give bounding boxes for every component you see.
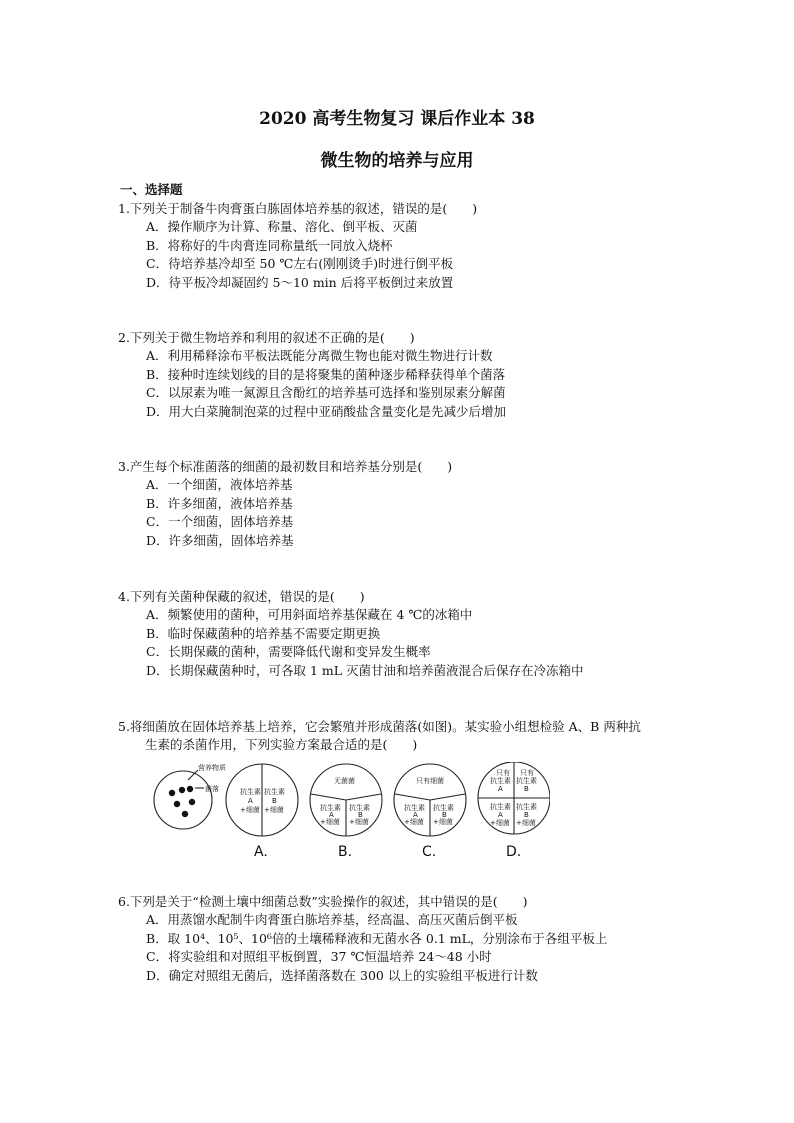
option-a: A．用蒸馏水配制牛肉膏蛋白胨培养基，经高温、高压灭菌后倒平板 <box>146 912 518 927</box>
dish-a-right-label: +细菌 <box>264 806 284 814</box>
question-6 <box>118 893 718 985</box>
option-label-d: D. <box>506 844 522 860</box>
colony-dot <box>182 811 188 817</box>
option-d: D．许多细菌，固体培养基 <box>146 532 294 548</box>
dish-a-left-label: A <box>248 797 253 805</box>
colony-dot <box>179 787 185 793</box>
question-stem: 6.下列是关于“检测土壤中细菌总数”实验操作的叙述，其中错误的是( ) <box>118 894 528 909</box>
dish-d-tr-label: 抗生素 <box>516 777 537 785</box>
dish-a-right-label: B <box>272 797 277 805</box>
dish-d-tr-label: 只有 <box>520 769 534 777</box>
question-2 <box>118 329 718 421</box>
dish-d-bl-label: A <box>498 811 503 819</box>
dish-b-right-label: B <box>358 811 363 819</box>
question-stem: 2.下列关于微生物培养和利用的叙述不正确的是( ) <box>118 330 415 345</box>
option-d: D．长期保藏菌种时，可各取 1 mL 灭菌甘油和培养菌液混合后保存在冷冻箱中 <box>146 662 584 678</box>
dish-b-right-label: +细菌 <box>349 818 369 826</box>
question-stem: 5.将细菌放在固体培养基上培养，它会繁殖并形成菌落(如图)。某实验小组想检验 A、B 两种抗 <box>118 719 641 734</box>
option-c: C．长期保藏的菌种，需要降低代谢和变异发生概率 <box>146 644 431 659</box>
dish-d-bl-label: +细菌 <box>490 819 510 827</box>
dish-c-left-label: +细菌 <box>404 818 424 826</box>
dish-d-tr-label: B <box>524 785 529 793</box>
option-label-b: B. <box>338 844 353 860</box>
option-d: D．待平板冷却凝固约 5～10 min 后将平板倒过来放置 <box>146 274 454 290</box>
dish-d-bl-label: 抗生素 <box>490 803 511 811</box>
option-b: B．许多细菌，液体培养基 <box>146 495 293 511</box>
dish-b-left-label: +细菌 <box>320 818 340 826</box>
dish-b-left-label: 抗生素 <box>320 804 341 812</box>
petri-dish-figure <box>150 762 550 862</box>
culture-dish <box>154 771 212 829</box>
question-3 <box>118 458 718 550</box>
question-4 <box>118 588 718 680</box>
option-b: B．临时保藏菌种的培养基不需要定期更换 <box>146 625 381 641</box>
option-b: B．接种时连续划线的目的是将聚集的菌种逐步稀释获得单个菌落 <box>146 366 506 382</box>
question-1 <box>118 200 718 292</box>
option-d: D．确定对照组无菌后，选择菌落数在 300 以上的实验组平板进行计数 <box>146 967 538 983</box>
dish-a-right-label: 抗生素 <box>264 788 285 796</box>
dish-c-right-label: B <box>442 811 447 819</box>
label-nutrient: 营养物质 <box>198 764 226 772</box>
dish-b-right-label: 抗生素 <box>349 804 370 812</box>
dish-d-tl-label: 抗生素 <box>490 777 511 785</box>
page-subtitle: 微生物的培养与应用 <box>320 151 474 171</box>
option-c: C．一个细菌，固体培养基 <box>146 514 294 529</box>
colony-dot <box>189 799 195 805</box>
dish-a-left-label: 抗生素 <box>240 788 261 796</box>
dish-c-left-label: 抗生素 <box>404 804 425 812</box>
dish-c-right-label: +细菌 <box>433 818 453 826</box>
dish-d-br-label: 抗生素 <box>516 803 537 811</box>
question-stem-continued: 生素的杀菌作用，下列实验方案最合适的是( ) <box>145 737 418 752</box>
option-b: B．取 10⁴、10⁵、10⁶倍的土壤稀释液和无菌水各 0.1 mL，分别涂布于各组平板上 <box>146 930 608 946</box>
dish-b-top-label: 无菌菌 <box>334 777 355 785</box>
page-title: 2020 高考生物复习 课后作业本 38 <box>259 109 535 129</box>
colony-dot <box>187 786 193 792</box>
question-5 <box>118 718 738 754</box>
dish-d-tl-label: A <box>498 785 503 793</box>
option-label-a: A. <box>254 844 268 860</box>
option-b: B．将称好的牛肉膏连同称量纸一同放入烧杯 <box>146 237 393 253</box>
dish-c-right-label: 抗生素 <box>433 804 454 812</box>
dish-b-left-label: A <box>329 811 334 819</box>
option-c: C．以尿素为唯一氮源且含酚红的培养基可选择和鉴别尿素分解菌 <box>146 385 506 400</box>
question-stem: 3.产生每个标准菌落的细菌的最初数目和培养基分别是( ) <box>118 459 453 474</box>
option-c: C．待培养基冷却至 50 ℃左右(刚刚烫手)时进行倒平板 <box>146 256 454 271</box>
colony-dot <box>169 790 175 796</box>
section-heading: 一、选择题 <box>120 182 183 197</box>
colony-dot <box>174 801 180 807</box>
option-a: A．频繁使用的菌种，可用斜面培养基保藏在 4 ℃的冰箱中 <box>146 607 473 622</box>
option-c: C．将实验组和对照组平板倒置，37 ℃恒温培养 24～48 小时 <box>146 949 492 964</box>
option-a: A．操作顺序为计算、称量、溶化、倒平板、灭菌 <box>146 219 418 234</box>
option-a: A．一个细菌，液体培养基 <box>146 477 293 492</box>
question-stem: 1.下列关于制备牛肉膏蛋白胨固体培养基的叙述，错误的是( ) <box>118 201 478 216</box>
dish-d-br-label: B <box>524 811 529 819</box>
question-stem: 4.下列有关菌种保藏的叙述，错误的是( ) <box>118 589 365 604</box>
dish-d-tl-label: 只有 <box>496 769 510 777</box>
dish-d-br-label: +细菌 <box>516 819 536 827</box>
dish-c-top-label: 只有细菌 <box>416 777 444 785</box>
dish-a-left-label: +细菌 <box>240 806 260 814</box>
label-colony: 菌落 <box>205 785 219 793</box>
option-a: A．利用稀释涂布平板法既能分离微生物也能对微生物进行计数 <box>146 348 493 363</box>
option-label-c: C. <box>422 844 437 860</box>
option-d: D．用大白菜腌制泡菜的过程中亚硝酸盐含量变化是先减少后增加 <box>146 403 507 419</box>
dish-c-left-label: A <box>413 811 418 819</box>
